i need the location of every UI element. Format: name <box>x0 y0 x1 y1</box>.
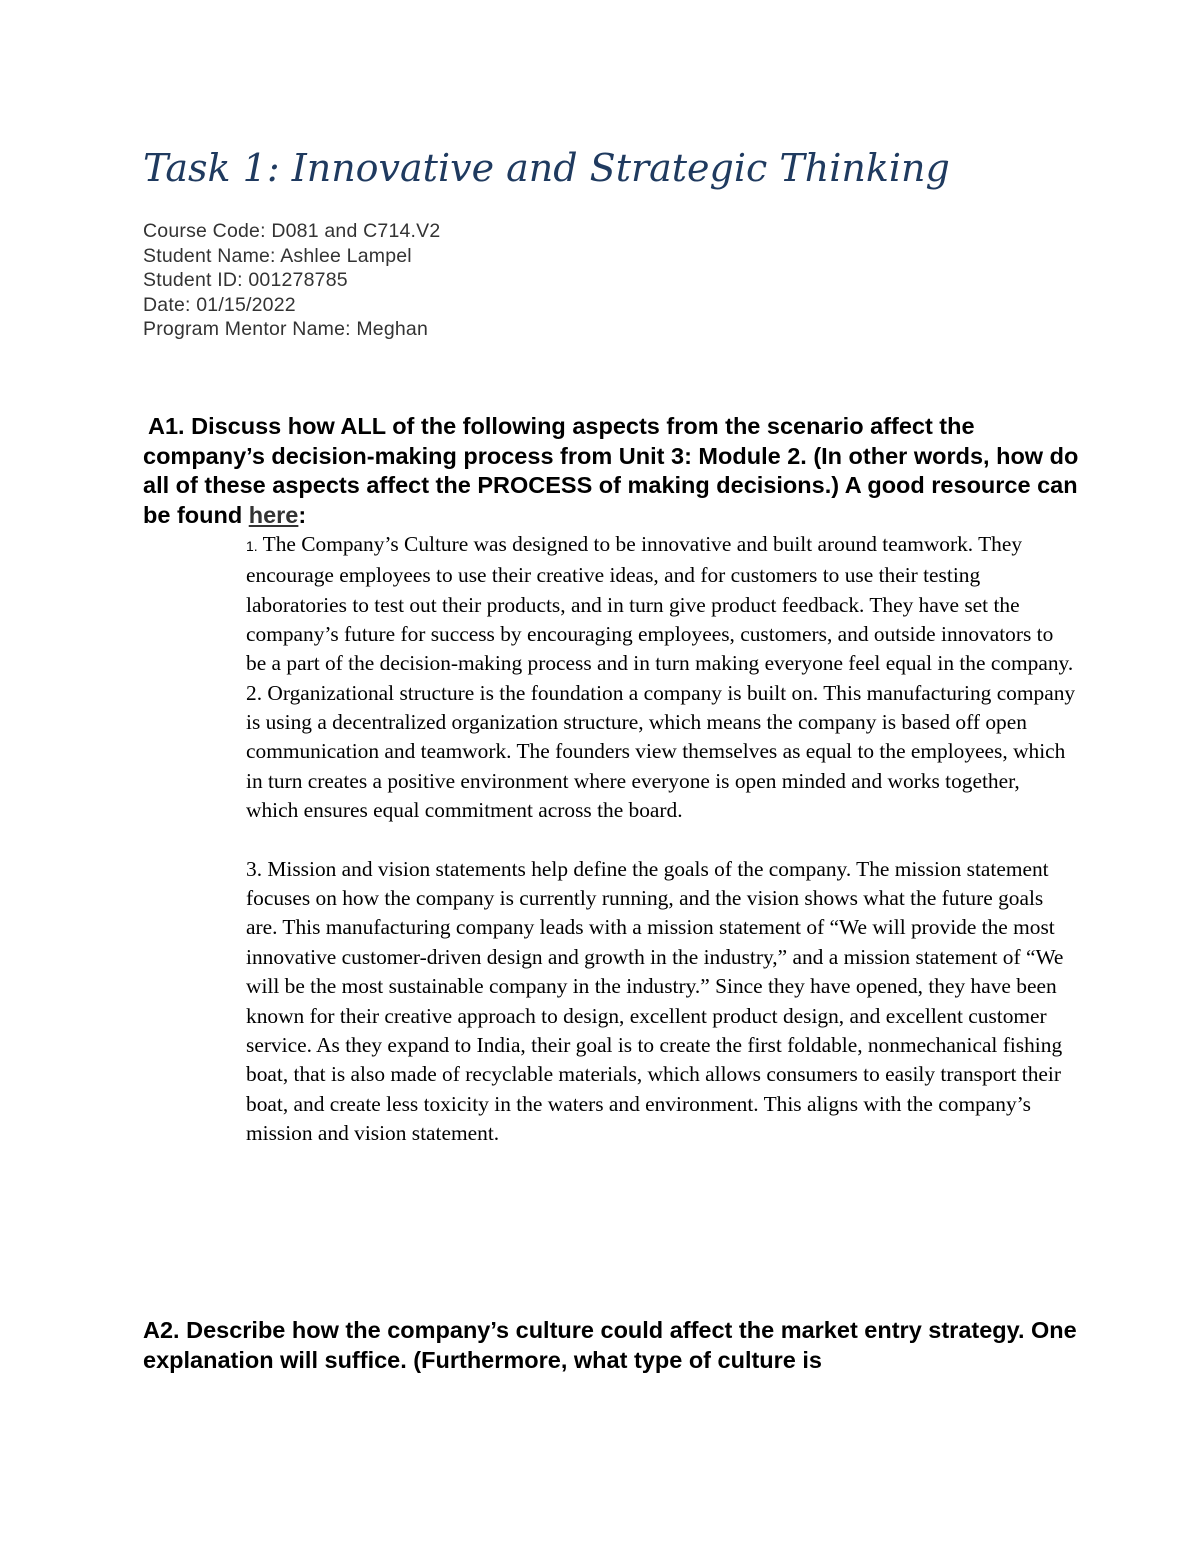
student-id: Student ID: 001278785 <box>143 269 348 291</box>
answer-organizational-structure: 2. Organizational structure is the foundation a company is built on. This manufacturing company is using a decentralized organization structure, which means the company is based off open communication and teamwork. The founders view themselves as equal to the employees, which in turn creates a positive environment where everyone is open minded and works together, which ensures equal commitment across the board. <box>246 680 1076 823</box>
program-mentor-name: Program Mentor Name: Meghan <box>143 318 429 340</box>
date: Date: 01/15/2022 <box>143 293 296 316</box>
answer-mission-vision: 3. Mission and vision statements help define the goals of the company. The mission statement focuses on how the company is currently running, and the vision shows what the future goals are. This manufacturing company leads with a mission statement of “We will provide the most innovative customer-driven design and growth in the industry,” and a mission statement of “We will be the most sustainable company in the industry.” Since they have opened, they have been known for their creative approach to design, excellent product design, and excellent customer service. As they expand to India, their goal is to create the first foldable, nonmechanical fishing boat, that is also made of recyclable materials, which allows consumers to easily transport their boat, and create less toxicity in the waters and environment. This aligns with the company’s mission and vision statement. <box>246 856 1064 1145</box>
student-name: Student Name: Ashlee Lampel <box>143 244 412 267</box>
answer-number: 1. <box>246 538 258 554</box>
question-a1-heading <box>143 412 1083 530</box>
question-a1-suffix: : <box>298 501 307 528</box>
resource-link[interactable]: here <box>248 501 299 528</box>
answer-text: The Company’s Culture was designed to be innovative and built around teamwork. They encourage employees to use their creative ideas, and for customers to use their testing laboratories to test out their products, and in turn give product feedback. They have set the company’s future for success by encouraging employees, customers, and outside innovators to be a part of the decision-making process and in turn making everyone feel equal in the company. <box>246 532 1074 676</box>
course-code: Course Code: D081 and C714.V2 <box>143 220 441 242</box>
question-a2-heading: A2. Describe how the company’s culture could affect the market entry strategy. One explanation will suffice. (Furthermore, what type of culture is <box>143 1317 1077 1373</box>
question-a1-answers <box>246 530 1076 1148</box>
answer-culture <box>246 530 1076 679</box>
question-a1-prompt: A1. Discuss how ALL of the following aspects from the scenario affect the company’s decision-making process from Unit 3: Module 2. (In other words, how do all of these aspects affect the PROCESS of making decisions.) A good resource can be found <box>143 413 1079 528</box>
student-info-block <box>143 219 843 342</box>
document-title: Task 1: Innovative and Strategic Thinking <box>143 146 950 190</box>
